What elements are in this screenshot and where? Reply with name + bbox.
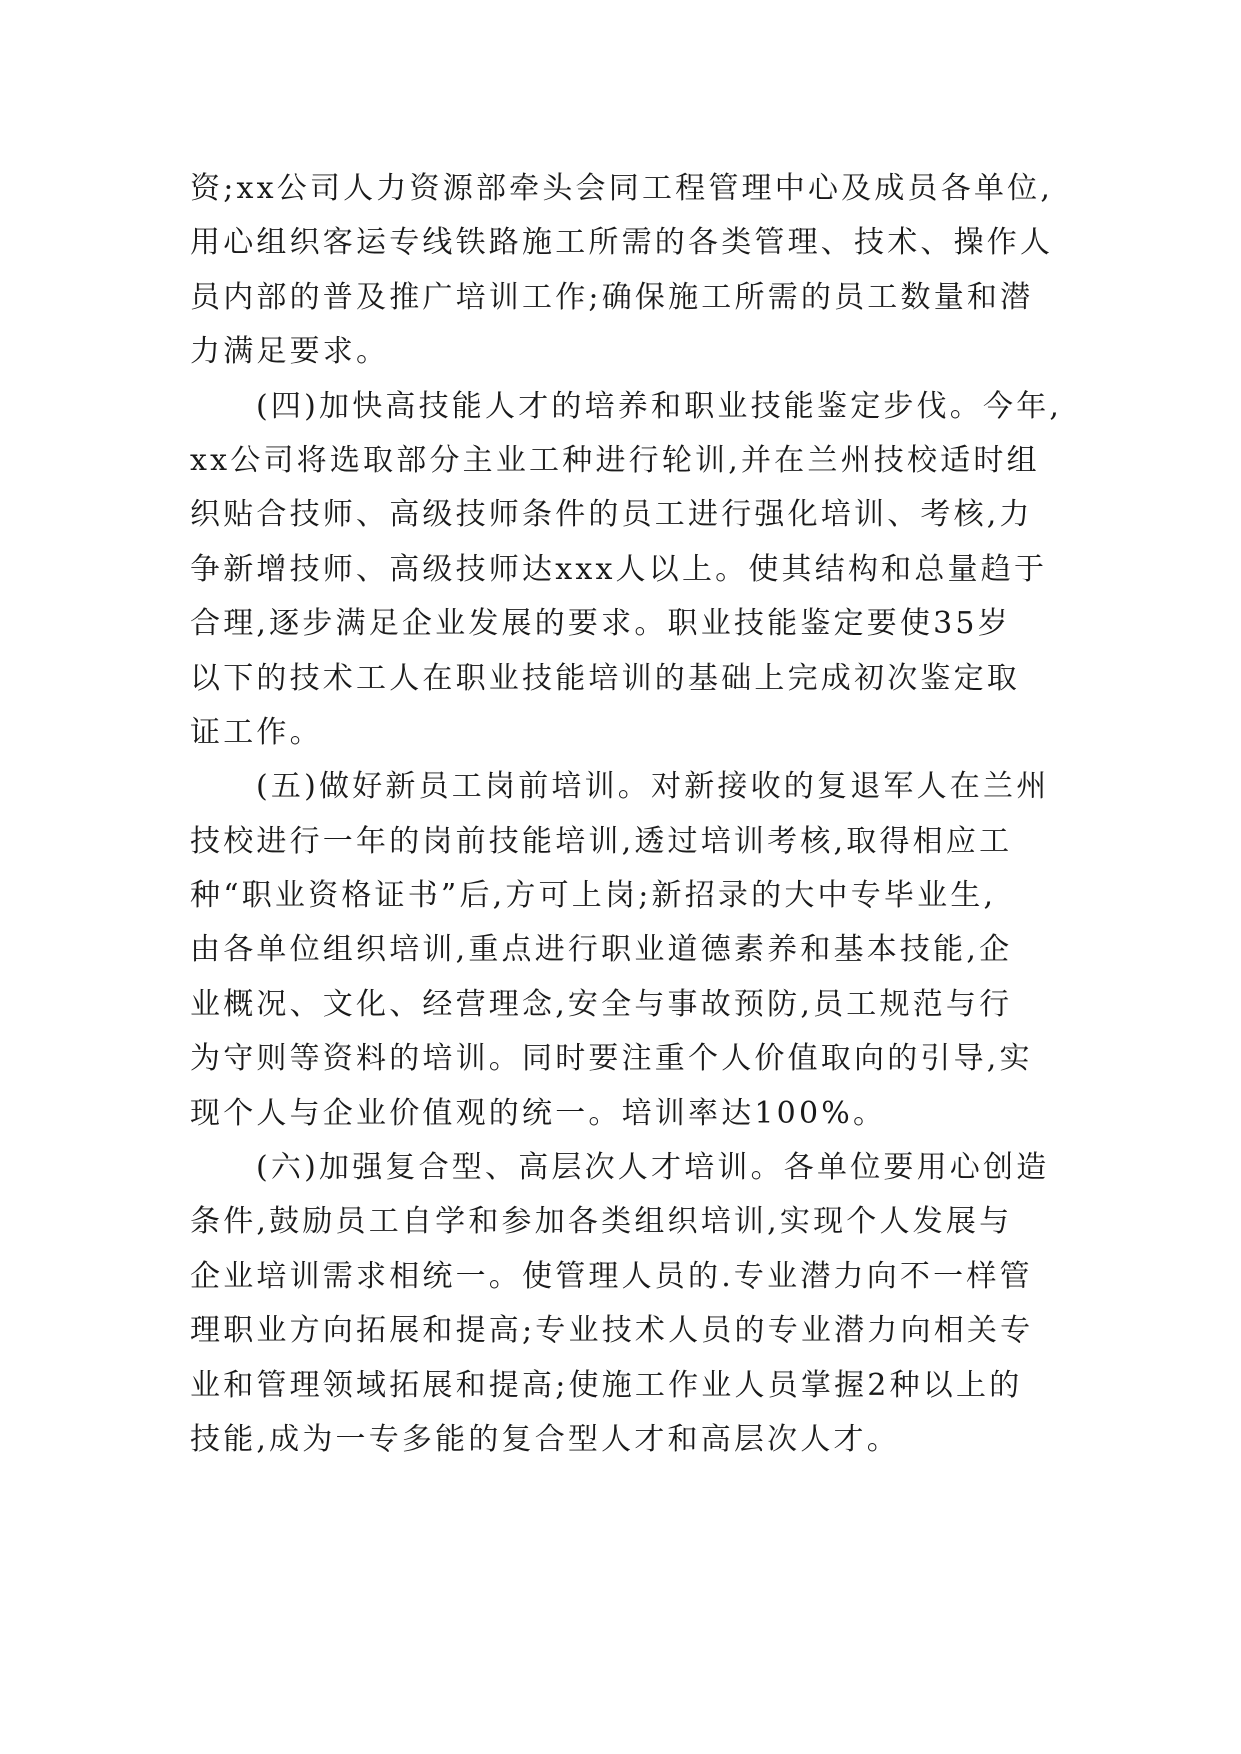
text-line: 技校进行一年的岗前技能培训,透过培训考核,取得相应工 <box>190 823 1013 859</box>
document-body <box>190 162 1063 1467</box>
text-line: 理职业方向拓展和提高;专业技术人员的专业潜力向相关专 <box>190 1313 1034 1349</box>
text-line: 业和管理领域拓展和提高;使施工作业人员掌握2种以上的 <box>190 1367 1023 1403</box>
text-line: 企业培训需求相统一。使管理人员的.专业潜力向不一样管 <box>190 1258 1033 1294</box>
text-line: 争新增技师、高级技师达xxx人以上。使其结构和总量趋于 <box>190 551 1048 587</box>
paragraph-start-line: (四)加快高技能人才的培养和职业技能鉴定步伐。今年, <box>256 388 1063 424</box>
text-line: 技能,成为一专多能的复合型人才和高层次人才。 <box>190 1421 900 1457</box>
text-line: 资;xx公司人力资源部牵头会同工程管理中心及成员各单位, <box>190 171 1054 206</box>
text-line: 为守则等资料的培训。同时要注重个人价值取向的引导,实 <box>190 1041 1033 1077</box>
text-line: 用心组织客运专线铁路施工所需的各类管理、技术、操作人 <box>190 225 1054 261</box>
text-line: 由各单位组织培训,重点进行职业道德素养和基本技能,企 <box>190 932 1013 968</box>
text-line: 现个人与企业价值观的统一。培训率达100%。 <box>190 1095 887 1131</box>
text-line: 合理,逐步满足企业发展的要求。职业技能鉴定要使35岁 <box>190 606 1011 642</box>
text-line: 员内部的普及推广培训工作;确保施工所需的员工数量和潜 <box>190 279 1034 315</box>
paragraph-start-line: (六)加强复合型、高层次人才培训。各单位要用心创造 <box>256 1150 1050 1186</box>
text-line: 织贴合技师、高级技师条件的员工进行强化培训、考核,力 <box>190 497 1033 533</box>
text-line: 条件,鼓励员工自学和参加各类组织培训,实现个人发展与 <box>190 1204 1013 1240</box>
text-line: 证工作。 <box>190 714 323 750</box>
text-line: 业概况、文化、经营理念,安全与事故预防,员工规范与行 <box>190 986 1013 1022</box>
text-line: 种“职业资格证书”后,方可上岗;新招录的大中专毕业生, <box>190 878 997 914</box>
text-line: xx公司将选取部分主业工种进行轮训,并在兰州技校适时组 <box>190 442 1040 478</box>
paragraph-start-line: (五)做好新员工岗前培训。对新接收的复退军人在兰州 <box>256 769 1050 805</box>
text-line: 以下的技术工人在职业技能培训的基础上完成初次鉴定取 <box>190 660 1020 696</box>
text-line: 力满足要求。 <box>190 334 390 370</box>
